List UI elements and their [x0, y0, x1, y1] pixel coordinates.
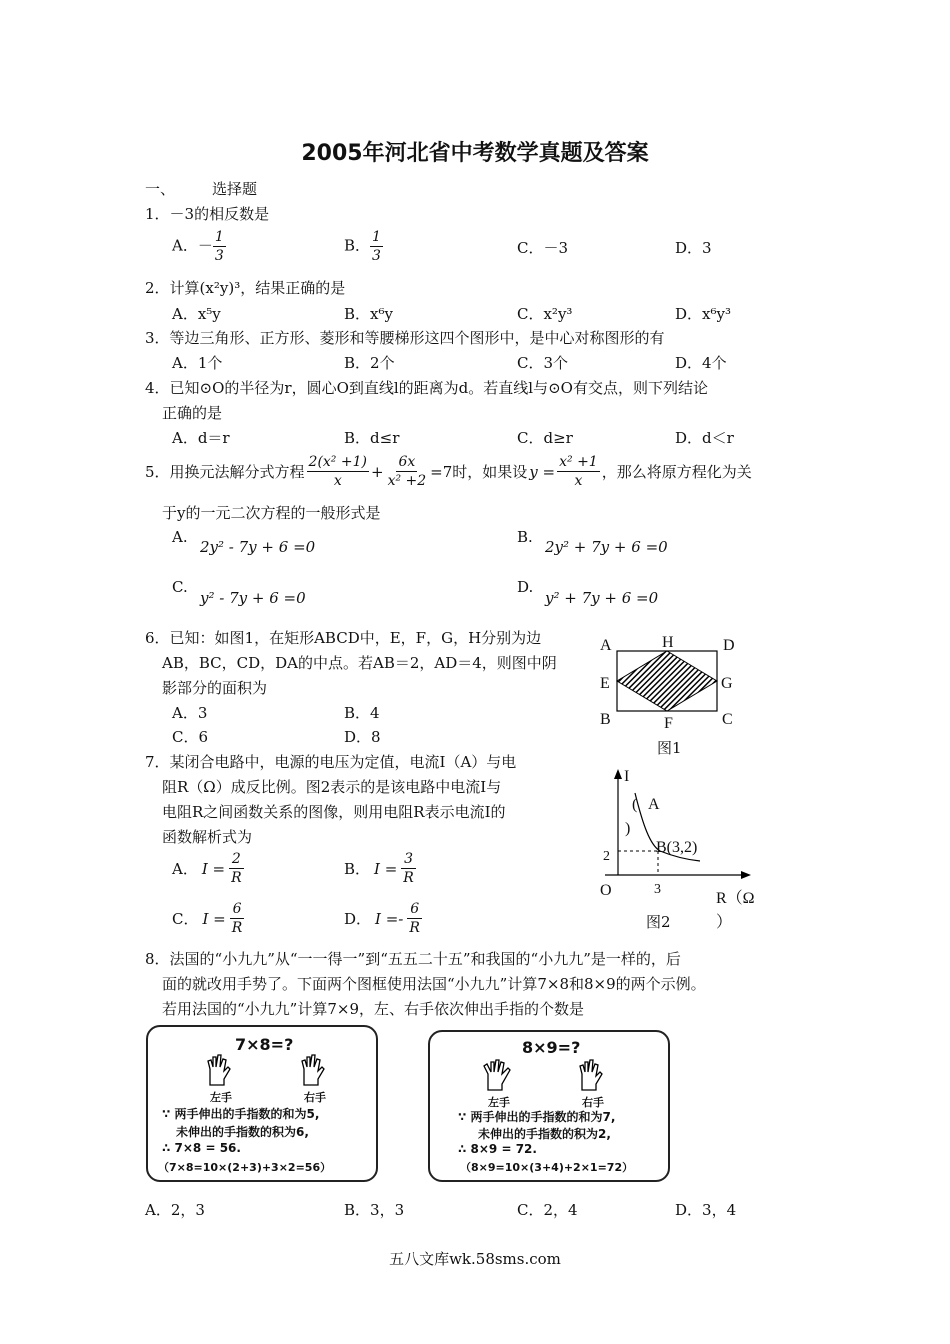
fig2-unit-open: ( [632, 796, 638, 813]
q5-f1-den: x [333, 473, 342, 489]
q2-option-b: B．x⁶y [344, 305, 393, 323]
q4-option-a: A．d＝r [172, 429, 230, 447]
q1-a-fraction [213, 228, 226, 265]
q8-option-a: A．2，3 [145, 1201, 205, 1219]
q5-option-d: y² + 7y + 6 =0 [545, 589, 659, 607]
q5-option-b: 2y² + 7y + 6 =0 [545, 538, 668, 556]
q3-option-c: C．3个 [517, 354, 569, 372]
q1-a-den: 3 [214, 248, 224, 264]
q6-option-a: A．3 [172, 704, 208, 722]
q7-stem-line4: 函数解析式为 [162, 828, 253, 846]
q5-b-label: B. [517, 528, 533, 546]
fig1-label-d: D [723, 637, 735, 654]
box1-line4: （7×8=10×(2+3)+3×2=56） [158, 1161, 332, 1174]
box2-right-hand-label: 右手 [582, 1096, 604, 1109]
q7-d-fraction [407, 900, 422, 937]
q5-stem-line1 [145, 453, 752, 490]
q1-b-den: 3 [372, 248, 381, 264]
q2-option-d: D．x⁶y³ [675, 305, 731, 323]
q8-stem-line3: 若用法国的“小九九”计算7×9，左、右手依次伸出手指的个数是 [162, 1000, 584, 1018]
q4-option-c: C．d≥r [517, 429, 573, 447]
q8-stem-line2: 面的就改用手势了。下面两个图框使用法国“小九九”计算7×8和8×9的两个示例。 [162, 975, 706, 993]
q8-option-b: B．3，3 [344, 1201, 405, 1219]
box1-line2: 未伸出的手指数的积为6, [176, 1125, 309, 1139]
q1-b-fraction [370, 228, 383, 265]
q7-c-den: R [231, 920, 243, 936]
fig2-y-label: I [624, 768, 630, 785]
q7-b-den: R [403, 870, 414, 886]
q3-stem: 3．等边三角形、正方形、菱形和等腰梯形这四个图形中，是中心对称图形的有 [145, 329, 665, 347]
fig2-origin: O [600, 882, 612, 899]
q5-y-eq: y = [529, 462, 556, 481]
q1-option-d: D．3 [675, 239, 712, 257]
q5-option-a: 2y² - 7y + 6 =0 [200, 538, 316, 556]
q6-stem-line1: 6．已知：如图1，在矩形ABCD中，E，F，G，H分别为边 [145, 629, 542, 647]
q5-fraction-3 [557, 453, 600, 490]
q5-f2-num: 6x [398, 454, 416, 470]
fig1-label-c: C [722, 711, 733, 728]
fig2-caption: 图2 [646, 913, 671, 931]
q7-stem-line1: 7．某闭合电路中，电源的电压为定值，电流I（A）与电 [145, 753, 517, 771]
q5-option-c: y² - 7y + 6 =0 [200, 589, 306, 607]
box2-line1: ∵ 两手伸出的手指数的和为7, [458, 1110, 616, 1124]
q5-d-label: D. [517, 578, 534, 596]
q6-option-d: D．8 [344, 728, 381, 746]
q6-option-b: B．4 [344, 704, 380, 722]
q5-stem-line2: 于y的一元二次方程的一般形式是 [162, 504, 381, 522]
fig1-caption: 图1 [657, 739, 682, 757]
box2-line4: （8×9=10×(3+4)+2×1=72） [460, 1161, 634, 1174]
q7-option-c [172, 900, 244, 937]
q5-fraction-2 [386, 453, 429, 490]
box2-line2: 未伸出的手指数的积为2, [478, 1127, 611, 1141]
q5-a-label: A. [172, 528, 188, 546]
q7-option-b [344, 850, 416, 887]
q7-c-label: C． [172, 910, 199, 928]
q4-stem-line2: 正确的是 [162, 404, 223, 422]
fig1-label-e: E [600, 675, 610, 692]
fig1-label-b: B [600, 711, 611, 728]
q1-b-prefix: B． [344, 236, 371, 255]
right-hand-icon [298, 1051, 328, 1087]
q1-stem: 1．－3的相反数是 [145, 205, 270, 223]
q7-d-label: D． [344, 910, 372, 928]
q5-c-label: C. [172, 578, 188, 596]
box1-line1: ∵ 两手伸出的手指数的和为5, [162, 1107, 320, 1121]
right-hand-icon [576, 1056, 606, 1092]
fig2-point-b: B(3,2) [656, 839, 698, 856]
q6-stem-line3: 影部分的面积为 [162, 679, 268, 697]
q7-a-lhs: I = [201, 859, 226, 878]
q7-option-d [344, 900, 422, 937]
q7-d-lhs: I =- [375, 909, 404, 928]
section-number: 一、 [145, 180, 176, 198]
fig2-y-arrow [614, 769, 622, 779]
q7-a-fraction [229, 850, 244, 887]
q7-c-lhs: I = [202, 909, 226, 928]
q5-stem-c: ，那么将原方程化为关 [601, 463, 752, 481]
q7-c-num: 6 [232, 901, 242, 917]
fig2-x-label: R（Ω [716, 890, 755, 907]
q7-d-num: 6 [410, 901, 420, 917]
q4-stem-line1: 4．已知⊙O的半径为r，圆心O到直线l的距离为d。若直线l与⊙O有交点，则下列结论 [145, 379, 708, 397]
section-label: 选择题 [212, 180, 258, 198]
fig2-x-tick: 3 [654, 882, 661, 897]
q1-a-num: 1 [214, 229, 224, 245]
q7-c-fraction [230, 900, 245, 937]
shaded-rhombus [617, 651, 717, 711]
q5-stem-a: 5．用换元法解分式方程 [145, 463, 305, 481]
q7-stem-line3: 电阻R之间函数关系的图像，则用电阻R表示电流I的 [162, 803, 506, 821]
fig2-unit-a: A [648, 796, 660, 813]
q7-a-label: A． [172, 860, 198, 878]
fig1-label-a: A [600, 637, 612, 654]
example-box-8x9 [428, 1030, 670, 1182]
fig2-unit-close: ) [625, 820, 631, 837]
q7-a-den: R [231, 870, 242, 886]
box1-equation: 7×8=? [235, 1035, 294, 1054]
q4-option-d: D．d＜r [675, 429, 734, 447]
q2-option-c: C．x²y³ [517, 305, 573, 323]
q1-a-prefix: A．－ [172, 236, 213, 255]
box1-left-hand-label: 左手 [210, 1091, 232, 1104]
example-box-7x8 [146, 1025, 378, 1182]
left-hand-icon [204, 1051, 234, 1087]
q7-option-a [172, 850, 244, 887]
left-hand-icon [482, 1056, 512, 1092]
fig2-x-arrow [741, 871, 751, 879]
box1-line3: ∴ 7×8 = 56. [162, 1141, 241, 1155]
q1-option-b [344, 228, 383, 265]
q5-stem-b: =7时，如果设 [430, 463, 528, 481]
q2-stem: 2．计算(x²y)³，结果正确的是 [145, 279, 346, 297]
q4-option-b: B．d≤r [344, 429, 400, 447]
box2-line3: ∴ 8×9 = 72. [458, 1142, 537, 1156]
q2-option-a: A．x⁵y [172, 305, 221, 323]
fig2-y-tick: 2 [603, 849, 610, 864]
q8-stem-line1: 8．法国的“小九九”从“一一得一”到“五五二十五”和我国的“小九九”是一样的，后 [145, 950, 681, 968]
q5-f1-num: 2(x² +1) [308, 454, 367, 470]
q5-fraction-1 [307, 453, 369, 490]
fig1-label-f: F [664, 715, 673, 732]
q7-d-den: R [409, 920, 420, 936]
fig1-label-h: H [662, 634, 674, 651]
q6-stem-line2: AB，BC，CD，DA的中点。若AB＝2，AD＝4，则图中阴 [162, 654, 557, 672]
q7-stem-line2: 阻R（Ω）成反比例。图2表示的是该电路中电流I与 [162, 778, 502, 796]
box2-left-hand-label: 左手 [488, 1096, 510, 1109]
q5-f2-den: x² +2 [387, 473, 427, 489]
q6-option-c: C．6 [172, 728, 209, 746]
q1-option-a [172, 228, 226, 265]
box1-right-hand-label: 右手 [304, 1091, 326, 1104]
box2-equation: 8×9=? [522, 1038, 581, 1057]
q7-b-lhs: I = [374, 859, 398, 878]
q8-option-d: D．3，4 [675, 1201, 737, 1219]
q7-a-num: 2 [231, 851, 241, 867]
q5-f3-den: x [574, 473, 583, 489]
q7-b-num: 3 [404, 851, 414, 867]
q5-f3-num: x² +1 [559, 454, 598, 470]
footer-watermark: 五八文库wk.58sms.com [389, 1250, 561, 1268]
fig2-x-label-close: ） [716, 914, 733, 931]
page-title: 2005年河北省中考数学真题及答案 [301, 141, 649, 166]
q8-option-c: C．2，4 [517, 1201, 578, 1219]
q5-plus: + [370, 462, 384, 481]
q3-option-d: D．4个 [675, 354, 727, 372]
q1-b-num: 1 [372, 229, 381, 245]
q1-option-c: C．－3 [517, 239, 569, 257]
q3-option-a: A．1个 [172, 354, 223, 372]
q7-b-label: B． [344, 860, 371, 878]
q7-b-fraction [401, 850, 416, 887]
fig1-label-g: G [721, 675, 733, 692]
q3-option-b: B．2个 [344, 354, 395, 372]
